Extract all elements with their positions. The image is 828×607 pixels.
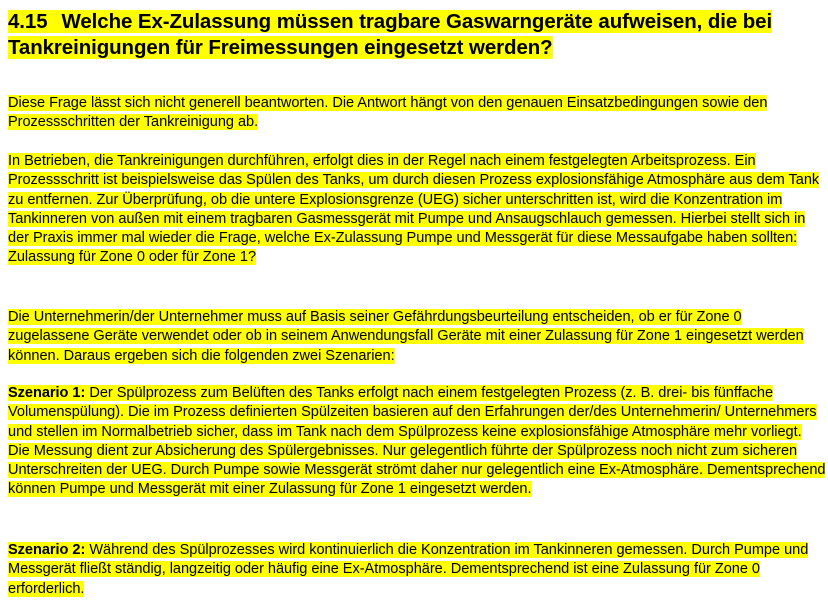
scenario-2-label: Szenario 2:	[8, 542, 86, 558]
section-number: 4.15	[8, 10, 48, 33]
scenario-1-label: Szenario 1:	[8, 385, 86, 401]
intro-text: Diese Frage lässt sich nicht generell beantworten. Die Antwort hängt von den genauen Einsatzbedingungen sowie den Prozessschritten der Tankreinigung ab.	[8, 95, 768, 131]
scenario-1-paragraph	[8, 384, 826, 500]
decision-paragraph	[8, 308, 826, 366]
section-heading	[8, 9, 823, 61]
section-title: Welche Ex-Zulassung müssen tragbare Gaswarngeräte aufweisen, die bei Tankreinigungen für Freimessungen eingesetzt werden?	[8, 10, 773, 59]
decision-text: Die Unternehmerin/der Unternehmer muss auf Basis seiner Gefährdungsbeurteilung entscheiden, ob er für Zone 0 zugelassene Geräte verwendet oder ob in seinem Anwendungsfall Geräte mit einer Zulassung für Zone 1 eingesetzt werden können. Daraus ergeben sich die folgenden zwei Szenarien:	[8, 309, 804, 364]
process-paragraph	[8, 152, 826, 268]
process-text: In Betrieben, die Tankreinigungen durchführen, erfolgt dies in der Regel nach einem festgelegten Arbeitsprozess. Ein Prozessschritt ist beispielsweise das Spülen des Tanks, um durch diesen Prozess explosionsfähige Atmosphäre aus dem Tank zu entfernen. Zur Überprüfung, ob die untere Explosionsgrenze (UEG) sicher unterschritten ist, wird die Konzentration im Tankinneren von außen mit einem tragbaren Gasmessgerät mit Pumpe und Ansaugschlauch gemessen. Hierbei stellt sich in der Praxis immer mal wieder die Frage, welche Ex-Zulassung Pumpe und Messgerät für diese Messaufgabe haben sollten: Zulassung für Zone 0 oder für Zone 1?	[8, 153, 820, 266]
scenario-1-text: Der Spülprozess zum Belüften des Tanks erfolgt nach einem festgelegten Prozess (z. B. drei- bis fünffache Volumenspülung). Die im Prozess definierten Spülzeiten basieren auf den Erfahrungen der/des Unternehmerin/ Unternehmers und stellen im Normalbetrieb sicher, dass im Tank nach dem Spülprozess keine explosionsfähige Atmosphäre mehr vorliegt. Die Messung dient zur Absicherung des Spülergebnisses. Nur gelegentlich führte der Spülprozess noch nicht zum sicheren Unterschreiten der UEG. Durch Pumpe sowie Messgerät strömt daher nur gelegentlich eine Ex-Atmosphäre. Dementsprechend können Pumpe und Messgerät mit einer Zulassung für Zone 1 eingesetzt werden.	[8, 385, 826, 498]
scenario-2-text: Während des Spülprozesses wird kontinuierlich die Konzentration im Tankinneren gemessen. Durch Pumpe und Messgerät fließt ständig, langzeitig oder häufig eine Ex-Atmosphäre. Dementsprechend ist eine Zulassung für Zone 0 erforderlich.	[8, 542, 809, 597]
intro-paragraph	[8, 94, 826, 133]
scenario-2-paragraph	[8, 541, 826, 599]
